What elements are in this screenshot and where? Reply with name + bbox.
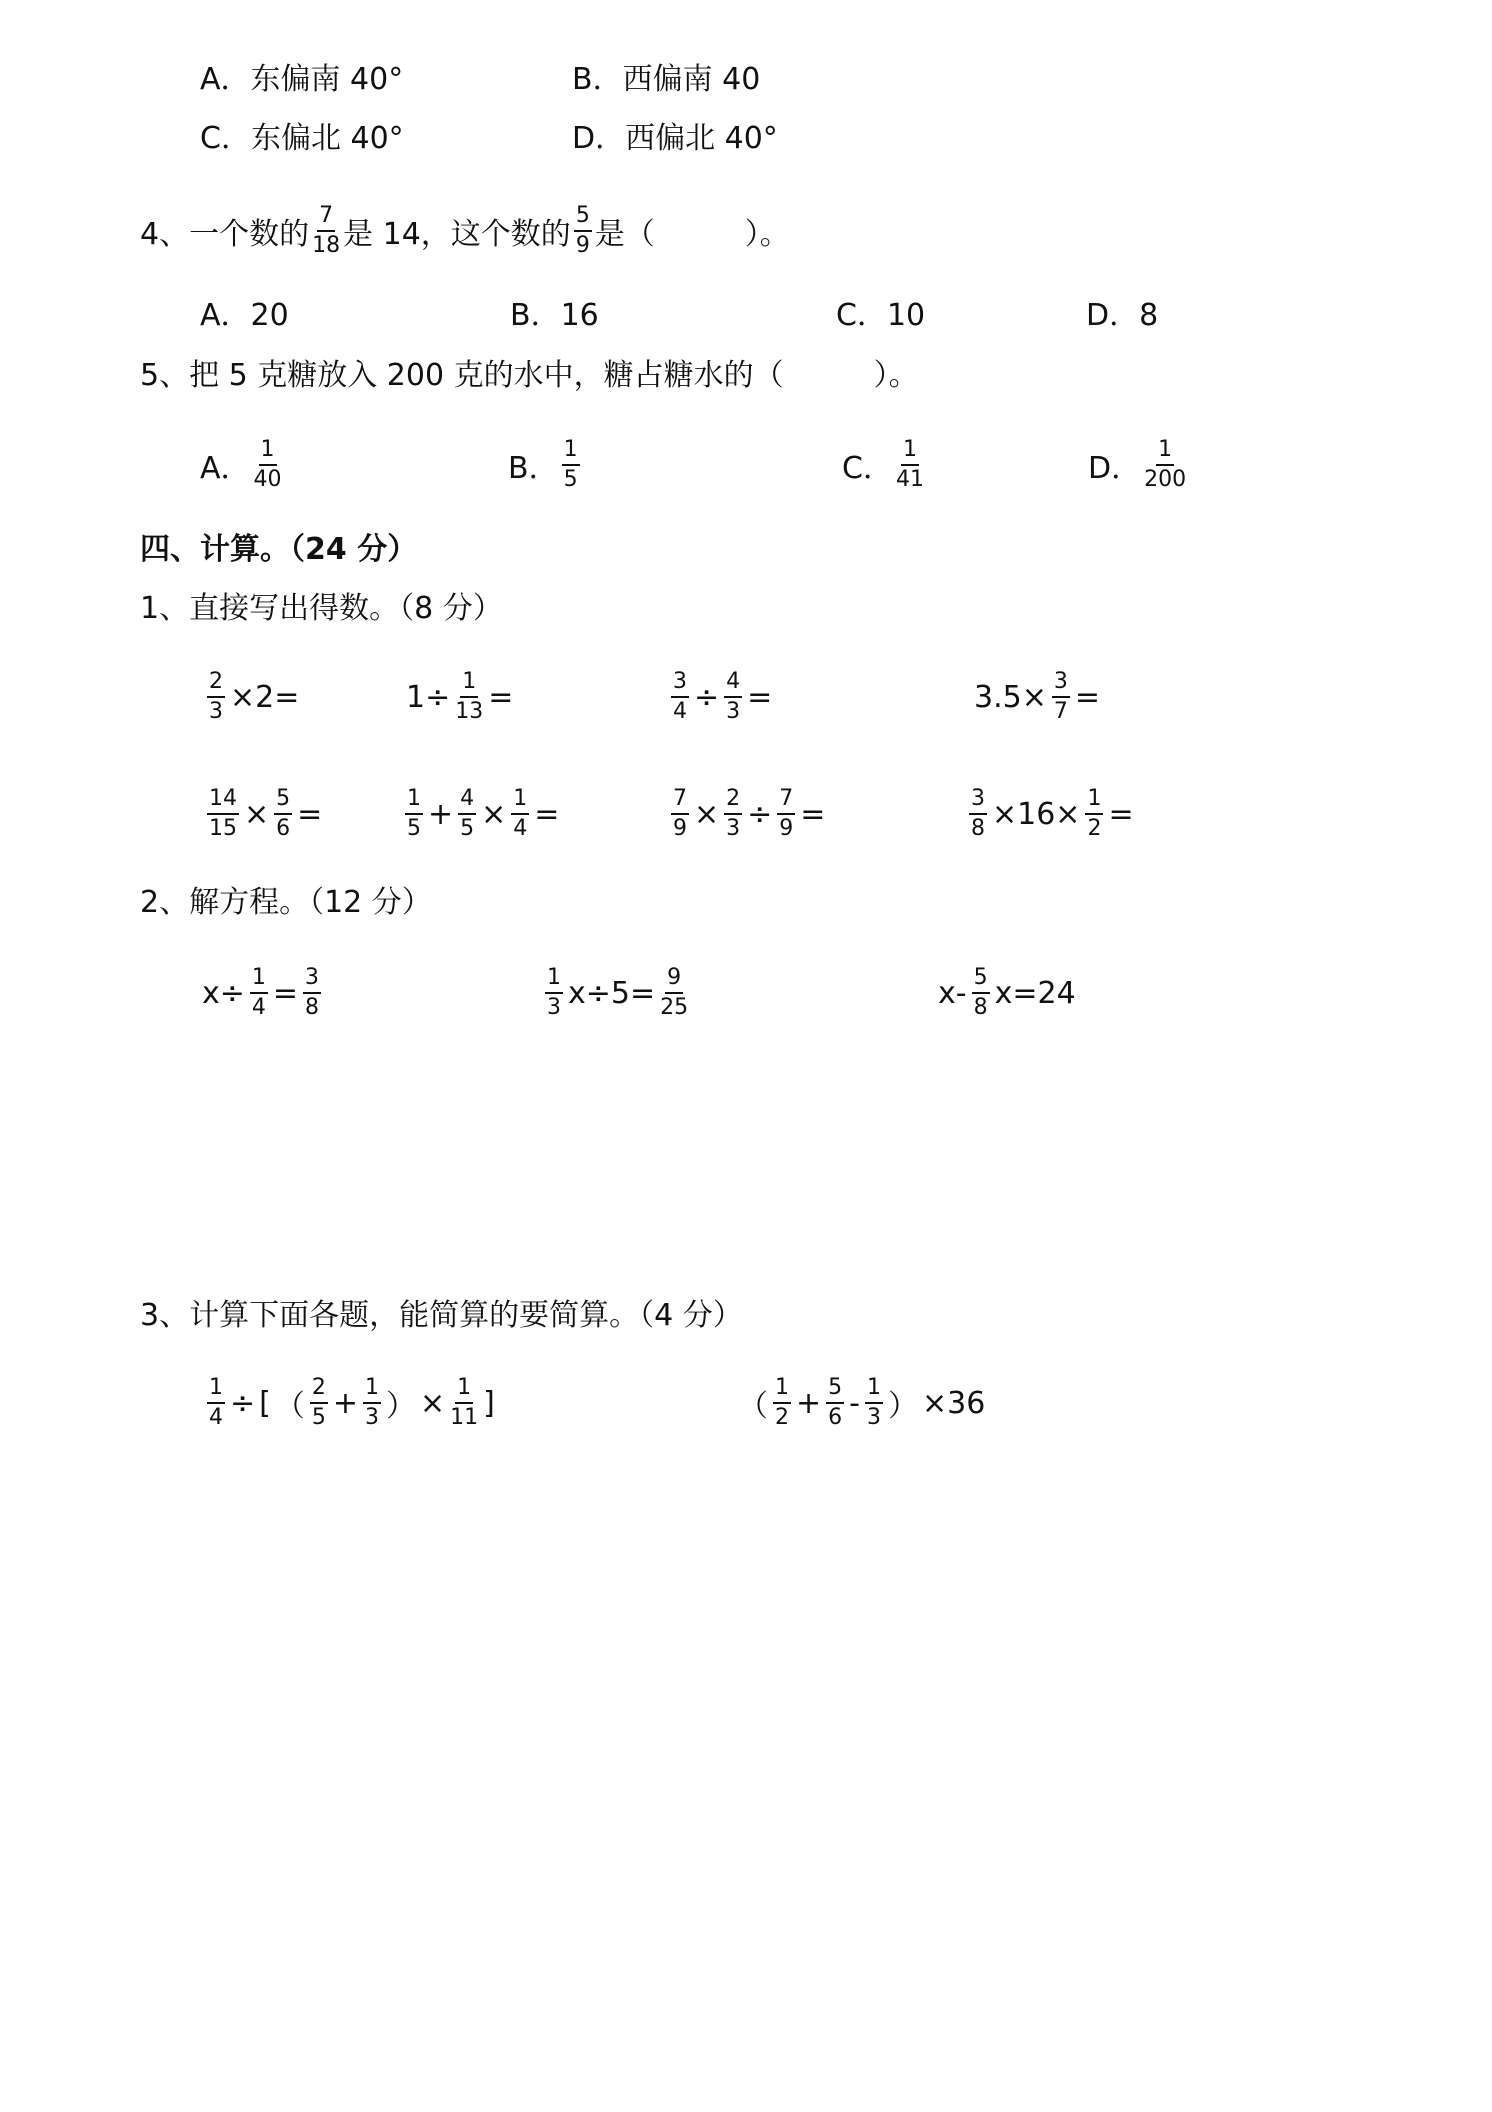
option-fraction <box>254 438 282 492</box>
fraction <box>363 1376 381 1430</box>
q4-fraction-1 <box>312 204 340 258</box>
denominator: 13 <box>455 699 484 724</box>
fraction <box>274 787 292 841</box>
operator: ） <box>386 1389 416 1424</box>
fraction <box>777 787 795 841</box>
operator: x- <box>938 975 967 1011</box>
operator: [ <box>259 1385 271 1421</box>
numerator: 14 <box>207 787 239 815</box>
numerator: 3 <box>1052 670 1070 698</box>
numerator: 1 <box>545 966 563 994</box>
operator: × <box>420 1385 446 1421</box>
operator: = <box>1108 796 1134 832</box>
equation-2 <box>542 958 691 1028</box>
denominator: 11 <box>450 1405 479 1430</box>
calc-5 <box>204 779 324 849</box>
q5-option-d <box>1088 430 1189 500</box>
operator: x=24 <box>994 975 1076 1011</box>
fraction <box>724 787 742 841</box>
q3-option-d: D．西偏北 40° <box>572 121 778 156</box>
numerator: 1 <box>460 670 478 698</box>
q5-option-c <box>842 430 927 500</box>
denominator: 5 <box>311 1405 326 1430</box>
numerator: 1 <box>455 1376 473 1404</box>
operator: = <box>488 679 514 715</box>
operator: = <box>800 796 826 832</box>
equation-1 <box>200 958 324 1028</box>
denominator: 8 <box>973 995 988 1020</box>
fraction <box>458 787 476 841</box>
q4-option-c: C．10 <box>836 298 926 333</box>
calc-8 <box>966 779 1136 849</box>
numerator: 1 <box>1085 787 1103 815</box>
operator: × <box>244 796 270 832</box>
denominator: 8 <box>971 816 985 841</box>
numerator: 7 <box>671 787 689 815</box>
calc-6 <box>402 779 561 849</box>
operator: = <box>534 796 560 832</box>
numerator: 3 <box>303 966 321 994</box>
denominator: 18 <box>312 233 341 258</box>
operator: ） <box>887 1389 918 1424</box>
fraction <box>303 966 321 1020</box>
q4-option-a: A．20 <box>200 298 289 333</box>
numerator: 1 <box>901 438 919 466</box>
calc-1 <box>204 662 301 732</box>
denominator: 8 <box>305 995 320 1020</box>
numerator: 4 <box>724 670 742 698</box>
numerator: 1 <box>363 1376 381 1404</box>
denominator: 15 <box>209 816 237 841</box>
part1-title: 1、直接写出得数。（8 分） <box>140 591 503 626</box>
numerator: 3 <box>969 787 987 815</box>
fraction <box>671 670 689 724</box>
numerator: 1 <box>250 966 268 994</box>
fraction <box>671 787 689 841</box>
operator: ÷ <box>230 1385 256 1421</box>
operator: 3.5× <box>974 679 1047 715</box>
q4-option-b: B．16 <box>510 298 599 333</box>
numerator: 1 <box>511 787 529 815</box>
numerator: 9 <box>665 966 683 994</box>
operator: ] <box>483 1385 495 1421</box>
denominator: 9 <box>673 816 687 841</box>
equation-3 <box>936 958 1078 1028</box>
expression-1 <box>204 1368 497 1438</box>
operator: x÷ <box>202 975 245 1011</box>
q4-option-d: D．8 <box>1086 298 1159 333</box>
calc-4 <box>972 662 1102 732</box>
numerator: 1 <box>207 1376 225 1404</box>
part2-title: 2、解方程。（12 分） <box>140 885 432 920</box>
fraction <box>250 966 268 1020</box>
q5-question: 5、把 5 克糖放入 200 克的水中，糖占糖水的（ ）。 <box>140 358 919 393</box>
operator: （ <box>738 1389 768 1424</box>
fraction <box>826 1376 844 1430</box>
denominator: 4 <box>251 995 266 1020</box>
fraction <box>207 787 239 841</box>
fraction <box>207 1376 225 1430</box>
operator: = <box>297 796 323 832</box>
operator: ÷ <box>694 679 720 715</box>
denominator: 41 <box>895 467 924 492</box>
denominator: 3 <box>866 1405 881 1430</box>
fraction <box>310 1376 328 1430</box>
fraction <box>450 1376 478 1430</box>
denominator: 9 <box>575 233 590 258</box>
denominator: 4 <box>673 699 687 724</box>
fraction <box>773 1376 791 1430</box>
calc-3 <box>668 662 774 732</box>
operator: （ <box>274 1389 305 1424</box>
numerator: 1 <box>259 438 277 466</box>
option-label: A． <box>200 451 251 486</box>
option-fraction <box>1144 438 1186 492</box>
operator: ×2= <box>230 679 300 715</box>
fraction <box>545 966 563 1020</box>
denominator: 6 <box>276 816 291 841</box>
denominator: 5 <box>460 816 475 841</box>
operator: × <box>481 796 507 832</box>
denominator: 5 <box>563 467 578 492</box>
numerator: 5 <box>972 966 990 994</box>
q3-option-a: A．东偏南 40° <box>200 62 404 97</box>
operator: 1÷ <box>406 679 451 715</box>
fraction <box>1052 670 1070 724</box>
expression-2 <box>736 1368 987 1438</box>
denominator: 3 <box>726 699 741 724</box>
q4-mid: 是 14，这个数的 <box>343 217 571 252</box>
denominator: 5 <box>407 816 421 841</box>
numerator: 1 <box>1156 438 1174 466</box>
fraction <box>865 1376 883 1430</box>
denominator: 3 <box>726 816 741 841</box>
numerator: 1 <box>562 438 580 466</box>
denominator: 3 <box>365 1405 379 1430</box>
numerator: 1 <box>405 787 423 815</box>
option-label: B． <box>508 451 559 486</box>
q5-option-b <box>508 430 583 500</box>
q4-prefix: 4、一个数的 <box>140 217 310 252</box>
fraction <box>207 670 225 724</box>
numerator: 2 <box>310 1376 328 1404</box>
fraction <box>511 787 529 841</box>
denominator: 4 <box>209 1405 223 1430</box>
option-label: D． <box>1088 451 1142 486</box>
denominator: 40 <box>253 467 282 492</box>
numerator: 1 <box>865 1376 883 1404</box>
numerator: 2 <box>724 787 742 815</box>
numerator: 5 <box>826 1376 844 1404</box>
operator: × <box>694 796 720 832</box>
denominator: 2 <box>775 1405 789 1430</box>
q3-option-c: C．东偏北 40° <box>200 121 404 156</box>
q5-option-a <box>200 430 285 500</box>
denominator: 2 <box>1087 816 1102 841</box>
fraction <box>1085 787 1103 841</box>
numerator: 7 <box>317 204 335 232</box>
numerator: 5 <box>274 787 292 815</box>
numerator: 2 <box>207 670 225 698</box>
fraction <box>972 966 990 1020</box>
operator: x÷5= <box>568 975 656 1011</box>
denominator: 6 <box>828 1405 843 1430</box>
numerator: 5 <box>574 204 592 232</box>
q4-fraction-2 <box>574 204 592 258</box>
operator: = <box>747 679 773 715</box>
calc-2 <box>404 662 515 732</box>
option-fraction <box>562 438 580 492</box>
calc-7 <box>668 779 827 849</box>
fraction <box>455 670 483 724</box>
operator: + <box>428 796 454 832</box>
fraction <box>405 787 423 841</box>
numerator: 1 <box>773 1376 791 1404</box>
option-label: C． <box>842 451 893 486</box>
operator: ×16× <box>992 796 1081 832</box>
denominator: 3 <box>547 995 561 1020</box>
numerator: 4 <box>458 787 476 815</box>
numerator: 3 <box>671 670 689 698</box>
operator: + <box>332 1385 358 1421</box>
denominator: 4 <box>513 816 528 841</box>
operator: = <box>272 975 299 1011</box>
fraction <box>969 787 987 841</box>
denominator: 7 <box>1053 699 1068 724</box>
operator: = <box>1074 679 1100 715</box>
option-fraction <box>896 438 924 492</box>
fraction <box>724 670 742 724</box>
q3-option-b: B．西偏南 40 <box>572 62 761 97</box>
operator: ÷ <box>747 796 773 832</box>
operator: ×36 <box>921 1385 986 1421</box>
operator: - <box>849 1385 860 1421</box>
denominator: 3 <box>209 699 223 724</box>
fraction <box>660 966 688 1020</box>
section-title: 四、计算。（24 分） <box>140 532 418 567</box>
operator: + <box>796 1385 822 1421</box>
denominator: 200 <box>1144 467 1187 492</box>
q4-question <box>140 196 790 266</box>
denominator: 25 <box>660 995 689 1020</box>
denominator: 9 <box>779 816 794 841</box>
part3-title: 3、计算下面各题，能简算的要简算。（4 分） <box>140 1298 743 1333</box>
q4-suffix: 是（ ）。 <box>594 217 790 252</box>
numerator: 7 <box>777 787 795 815</box>
